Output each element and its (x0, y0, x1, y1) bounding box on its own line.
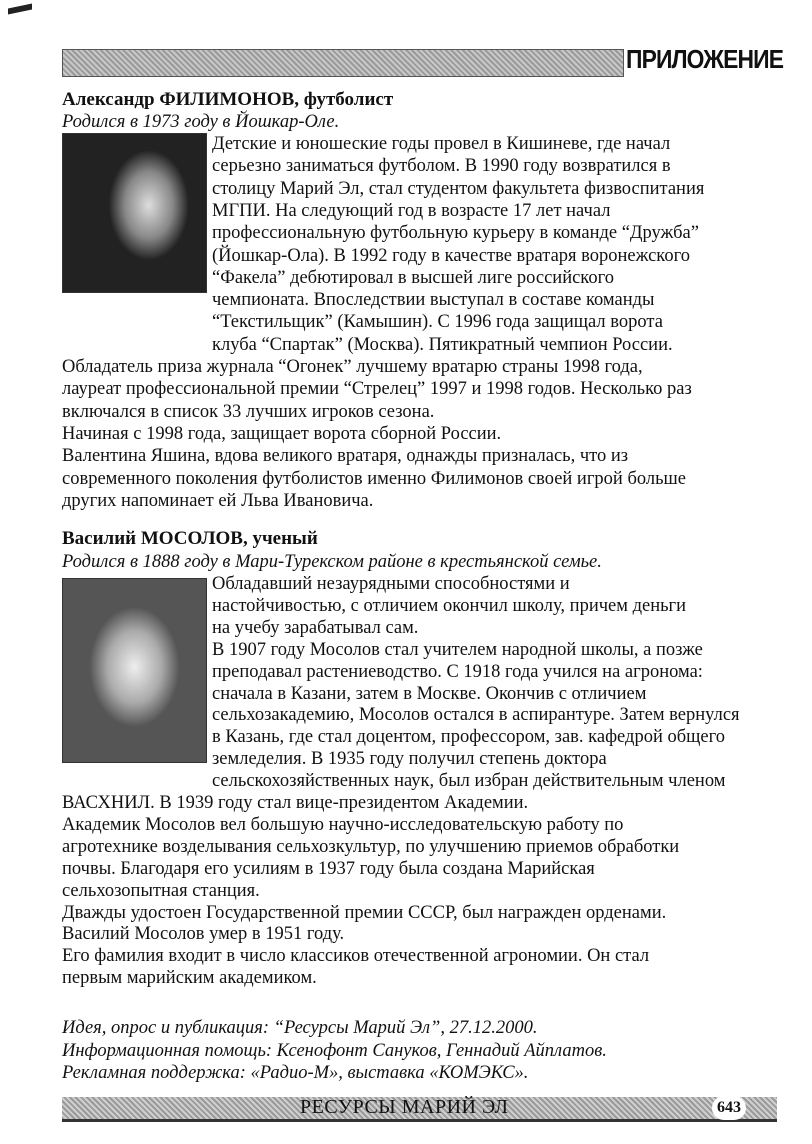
body-text-line: Академик Мосолов вел большую научно-исследовательскую работу по (62, 814, 624, 835)
body-text-line: чемпионата. Впоследствии выступал в составе команды (212, 290, 655, 311)
body-text-line: столицу Марий Эл, стал студентом факультета физвоспитания (212, 178, 705, 199)
body-text-line: в Казань, где стал доцентом, профессором, зав. кафедрой общего (212, 727, 725, 748)
section-title: ПРИЛОЖЕНИЕ (626, 44, 784, 74)
body-text-line: на учебу зарабатывал сам. (212, 617, 419, 638)
scan-corner-mark (8, 3, 32, 14)
body-text-line: Дважды удостоен Государственной премии СССР, был награжден орденами. (62, 902, 667, 923)
body-text-line: профессиональную футбольную курьеру в команде “Дружба” (212, 223, 699, 244)
body-text-line: первым марийским академиком. (62, 968, 317, 989)
body-text-line: включался в список 33 лучших игроков сезона. (62, 401, 435, 422)
person1-name: Александр ФИЛИМОНОВ, футболист (62, 89, 394, 110)
body-text-line: сельхозакадемию, Мосолов остался в аспирантуре. Затем вернулся (212, 705, 740, 726)
body-text-line: сельскохозяйственных наук, был избран действительным членом (212, 771, 726, 792)
body-text-line: современного поколения футболистов именно Филимонов своей игрой больше (62, 468, 686, 489)
body-text-line: Обладавший незаурядными способностями и (212, 574, 570, 594)
body-text-line: настойчивостью, с отличием окончил школу, причем деньги (212, 595, 687, 616)
photo-filimonov (62, 133, 207, 293)
body-text-line: “Текстильщик” (Камышин). С 1996 года защищал ворота (212, 312, 663, 333)
body-text-line: клуба “Спартак” (Москва). Пятикратный чемпион России. (212, 334, 673, 355)
body-text-line: сначала в Казани, затем в Москве. Окончив с отличием (212, 683, 647, 704)
body-text-line: земледелия. В 1935 году получил степень доктора (212, 749, 607, 770)
credit-line: Информационная помощь: Ксенофонт Сануков, Геннадий Айплатов. (62, 1041, 607, 1061)
photo-mosolov (62, 578, 207, 763)
body-text-line: преподавал растениеводство. С 1918 года учился на агронома: (212, 661, 703, 682)
header-bar (62, 49, 624, 77)
body-text-line: “Факела” дебютировал в высшей лиге российского (212, 267, 614, 288)
body-text-line: лауреат профессиональной премии “Стрелец” 1997 и 1998 годов. Несколько раз (62, 379, 692, 400)
body-text-line: Начиная с 1998 года, защищает ворота сборной России. (62, 423, 502, 444)
body-text-line: Детские и юношеские годы провел в Кишиневе, где начал (212, 134, 671, 154)
footer-title: РЕСУРСЫ МАРИЙ ЭЛ (300, 1096, 509, 1118)
body-text-line: ВАСХНИЛ. В 1939 году стал вице-президентом Академии. (62, 793, 529, 813)
body-text-line: серьезно заниматься футболом. В 1990 году возвратился в (212, 156, 671, 177)
body-text-line: других напоминает ей Льва Ивановича. (62, 490, 374, 511)
body-text-line: (Йошкар-Ола). В 1992 году в качестве вратаря воронежского (212, 245, 690, 266)
body-text-line: Василий Мосолов умер в 1951 году. (62, 924, 345, 945)
body-text-line: В 1907 году Мосолов стал учителем народной школы, а позже (212, 639, 703, 660)
credit-line: Идея, опрос и публикация: “Ресурсы Марий Эл”, 27.12.2000. (62, 1018, 538, 1038)
person2-birth: Родился в 1888 году в Мари-Турекском районе в крестьянской семье. (62, 552, 602, 572)
body-text-line: агротехнике возделывания сельхозкультур, по улучшению приемов обработки (62, 836, 680, 857)
body-text-line: Обладатель приза журнала “Огонек” лучшему вратарю страны 1998 года, (62, 357, 643, 377)
body-text-line: сельхозопытная станция. (62, 880, 260, 901)
credit-line: Рекламная поддержка: «Радио-М», выставка «КОМЭКС». (62, 1063, 529, 1083)
body-text-line: МГПИ. На следующий год в возрасте 17 лет начал (212, 200, 611, 221)
person1-birth: Родился в 1973 году в Йошкар-Оле. (62, 112, 340, 132)
body-text-line: почвы. Благодаря его усилиям в 1937 году была создана Марийская (62, 858, 595, 879)
page-number: 643 (712, 1096, 746, 1120)
person2-name: Василий МОСОЛОВ, ученый (62, 528, 318, 549)
body-text-line: Его фамилия входит в число классиков отечественной агрономии. Он стал (62, 946, 650, 967)
body-text-line: Валентина Яшина, вдова великого вратаря, однажды призналась, что из (62, 446, 629, 467)
